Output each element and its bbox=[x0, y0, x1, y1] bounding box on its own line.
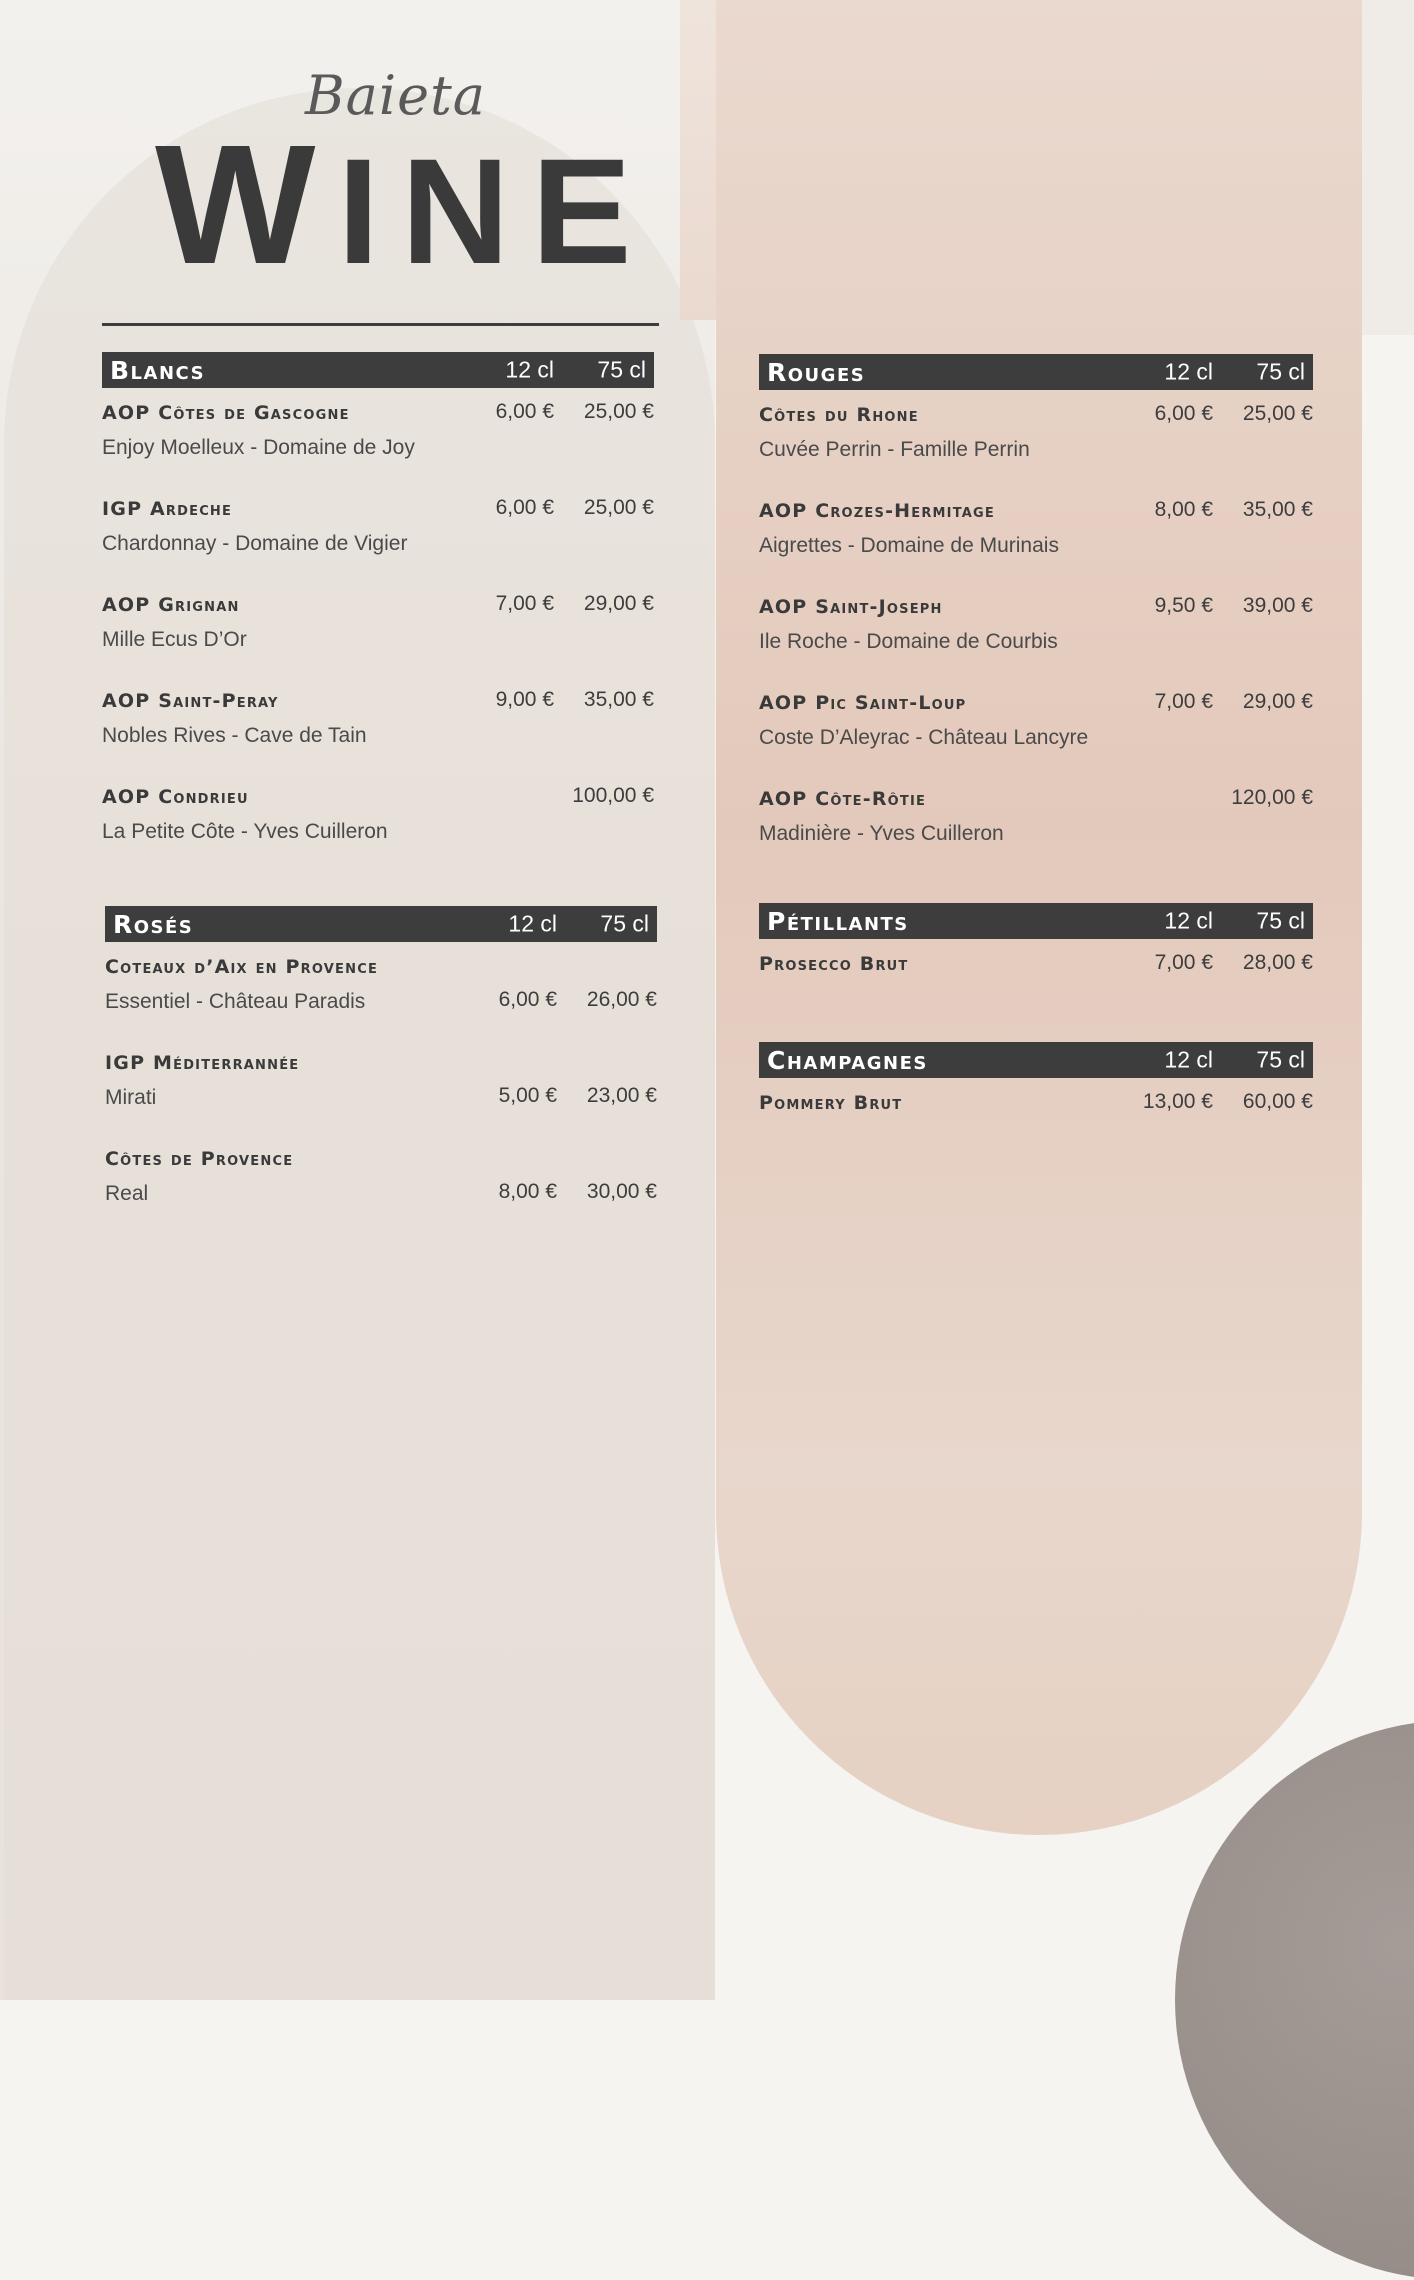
background-right-strip bbox=[1362, 0, 1414, 335]
wine-description: Coste D’Aleyrac - Château Lancyre bbox=[759, 726, 1089, 749]
wine-name: AOP Condrieu bbox=[102, 786, 249, 808]
section-header-blancs bbox=[102, 352, 654, 388]
wine-name: Prosecco Brut bbox=[759, 953, 909, 975]
menu-item bbox=[102, 580, 654, 676]
wine-name: IGP Ardeche bbox=[102, 498, 233, 520]
menu-item bbox=[759, 939, 1313, 991]
column-75cl-label: 75 cl bbox=[1256, 907, 1305, 934]
price-75cl: 25,00 € bbox=[1242, 402, 1313, 425]
wine-name: Pommery Brut bbox=[759, 1092, 903, 1114]
column-75cl-label: 75 cl bbox=[600, 910, 649, 937]
price-12cl: 13,00 € bbox=[1142, 1090, 1213, 1113]
column-75cl-label: 75 cl bbox=[1256, 1046, 1305, 1073]
price-75cl: 25,00 € bbox=[583, 496, 654, 519]
menu-item bbox=[759, 390, 1313, 486]
price-75cl: 35,00 € bbox=[1242, 498, 1313, 521]
wine-description: Cuvée Perrin - Famille Perrin bbox=[759, 438, 1030, 461]
wine-description: Ile Roche - Domaine de Courbis bbox=[759, 630, 1058, 653]
wine-name: Côtes du Rhone bbox=[759, 404, 919, 426]
brand-logo: Baieta bbox=[305, 64, 486, 127]
price-12cl: 8,00 € bbox=[1154, 498, 1213, 521]
menu-item bbox=[759, 774, 1313, 870]
price-75cl: 30,00 € bbox=[586, 1180, 657, 1203]
price-12cl: 9,00 € bbox=[495, 688, 554, 711]
menu-item bbox=[102, 676, 654, 772]
price-12cl: 6,00 € bbox=[498, 988, 557, 1011]
section-title: Pétillants bbox=[767, 906, 909, 936]
section-rouges bbox=[759, 354, 1313, 870]
price-75cl: 23,00 € bbox=[586, 1084, 657, 1107]
wine-name: AOP Crozes-Hermitage bbox=[759, 500, 995, 522]
section-champagnes bbox=[759, 1042, 1313, 1130]
price-75cl: 120,00 € bbox=[1231, 786, 1313, 809]
menu-item bbox=[102, 388, 654, 484]
price-12cl: 9,50 € bbox=[1154, 594, 1213, 617]
wine-description: La Petite Côte - Yves Cuilleron bbox=[102, 820, 388, 843]
wine-name: AOP Côte-Rôtie bbox=[759, 788, 927, 810]
wine-description: Real bbox=[105, 1182, 149, 1205]
section-roses bbox=[105, 906, 657, 1230]
menu-item bbox=[105, 1134, 657, 1230]
wine-name: Coteaux d’Aix en Provence bbox=[105, 956, 379, 978]
price-12cl: 5,00 € bbox=[498, 1084, 557, 1107]
menu-item bbox=[759, 486, 1313, 582]
menu-item bbox=[759, 678, 1313, 774]
section-header-petillants bbox=[759, 903, 1313, 939]
price-75cl: 100,00 € bbox=[572, 784, 654, 807]
wine-description: Aigrettes - Domaine de Murinais bbox=[759, 534, 1059, 557]
wine-name: AOP Saint-Peray bbox=[102, 690, 279, 712]
price-75cl: 60,00 € bbox=[1242, 1090, 1313, 1113]
section-title: Blancs bbox=[110, 355, 206, 385]
menu-item bbox=[102, 772, 654, 868]
title-divider bbox=[102, 323, 659, 326]
price-75cl: 28,00 € bbox=[1242, 951, 1313, 974]
wine-name: AOP Côtes de Gascogne bbox=[102, 402, 350, 424]
price-12cl: 6,00 € bbox=[1154, 402, 1213, 425]
section-blancs bbox=[102, 352, 654, 868]
background-grey-circle bbox=[1175, 1720, 1414, 2280]
column-12cl-label: 12 cl bbox=[1164, 1046, 1213, 1073]
section-header-roses bbox=[105, 906, 657, 942]
price-75cl: 25,00 € bbox=[583, 400, 654, 423]
menu-item bbox=[102, 484, 654, 580]
section-header-champagnes bbox=[759, 1042, 1313, 1078]
menu-item bbox=[105, 1038, 657, 1134]
wine-name: AOP Grignan bbox=[102, 594, 240, 616]
column-12cl-label: 12 cl bbox=[505, 356, 554, 383]
wine-description: Madinière - Yves Cuilleron bbox=[759, 822, 1004, 845]
wine-description: Essentiel - Château Paradis bbox=[105, 990, 366, 1013]
price-75cl: 26,00 € bbox=[586, 988, 657, 1011]
column-75cl-label: 75 cl bbox=[1256, 358, 1305, 385]
menu-item bbox=[759, 1078, 1313, 1130]
wine-description: Mille Ecus D’Or bbox=[102, 628, 247, 651]
column-75cl-label: 75 cl bbox=[597, 356, 646, 383]
wine-description: Chardonnay - Domaine de Vigier bbox=[102, 532, 408, 555]
price-75cl: 35,00 € bbox=[583, 688, 654, 711]
wine-name: IGP Méditerrannée bbox=[105, 1052, 300, 1074]
wine-description: Nobles Rives - Cave de Tain bbox=[102, 724, 367, 747]
section-title: Rouges bbox=[767, 357, 866, 387]
price-12cl: 7,00 € bbox=[1154, 690, 1213, 713]
wine-name: AOP Pic Saint-Loup bbox=[759, 692, 967, 714]
section-header-rouges bbox=[759, 354, 1313, 390]
wine-description: Enjoy Moelleux - Domaine de Joy bbox=[102, 436, 415, 459]
page-title: WINE bbox=[155, 110, 654, 300]
section-title: Champagnes bbox=[767, 1045, 928, 1075]
column-12cl-label: 12 cl bbox=[1164, 358, 1213, 385]
price-12cl: 7,00 € bbox=[495, 592, 554, 615]
menu-item bbox=[105, 942, 657, 1038]
section-petillants bbox=[759, 903, 1313, 991]
price-75cl: 29,00 € bbox=[1242, 690, 1313, 713]
price-12cl: 6,00 € bbox=[495, 400, 554, 423]
price-75cl: 29,00 € bbox=[583, 592, 654, 615]
price-12cl: 7,00 € bbox=[1154, 951, 1213, 974]
wine-name: AOP Saint-Joseph bbox=[759, 596, 943, 618]
price-12cl: 6,00 € bbox=[495, 496, 554, 519]
menu-item bbox=[759, 582, 1313, 678]
wine-name: Côtes de Provence bbox=[105, 1148, 294, 1170]
section-title: Rosés bbox=[113, 909, 194, 939]
price-75cl: 39,00 € bbox=[1242, 594, 1313, 617]
price-12cl: 8,00 € bbox=[498, 1180, 557, 1203]
column-12cl-label: 12 cl bbox=[1164, 907, 1213, 934]
column-12cl-label: 12 cl bbox=[508, 910, 557, 937]
wine-description: Mirati bbox=[105, 1086, 157, 1109]
